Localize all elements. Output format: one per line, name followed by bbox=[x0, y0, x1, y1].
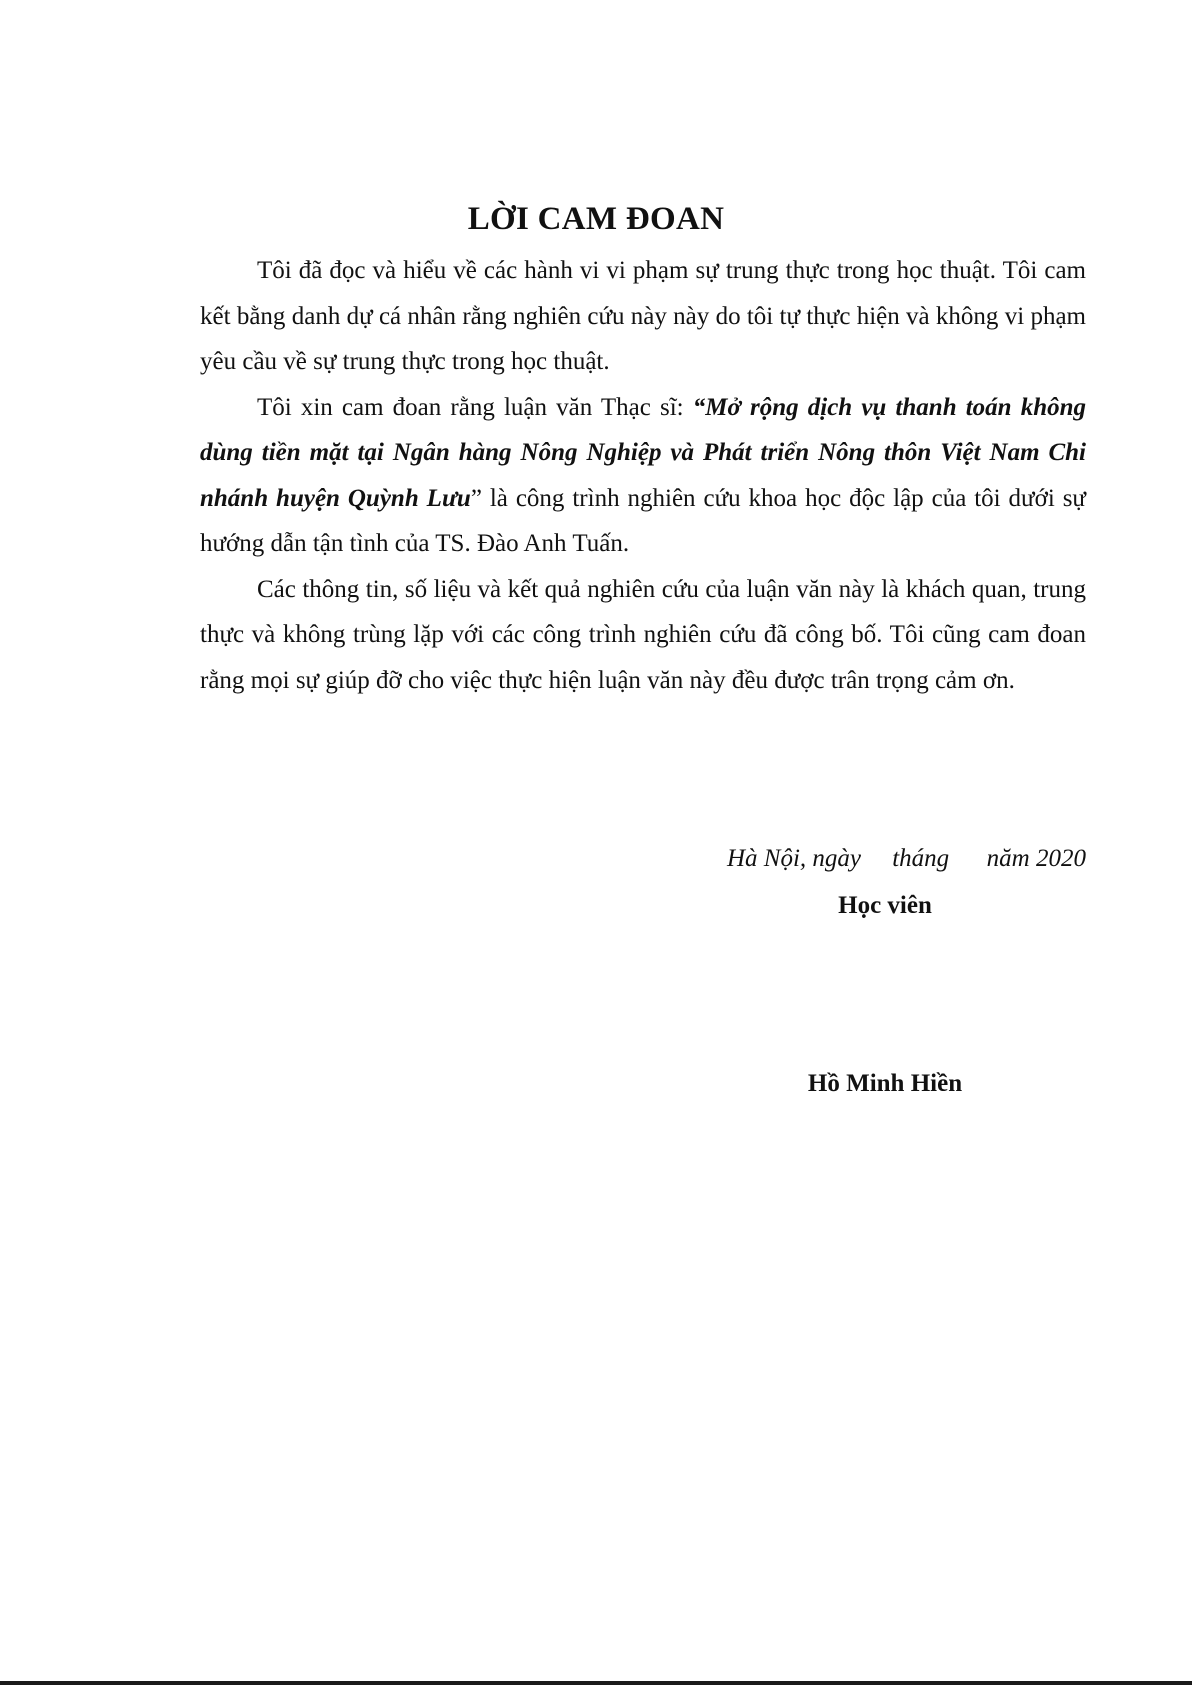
paragraph-2 bbox=[200, 385, 1086, 567]
paragraph-1: Tôi đã đọc và hiểu về các hành vi vi phạm sự trung thực trong học thuật. Tôi cam kết bằng danh dự cá nhân rằng nghiên cứu này này do tôi tự thực hiện và không vi phạm yêu cầu về sự trung thực trong học thuật. bbox=[200, 257, 1086, 375]
page-title: LỜI CAM ĐOAN bbox=[467, 201, 725, 237]
paragraph-2-suffix: ” là công trình nghiên cứu khoa học độc lập của tôi dưới sự hướng dẫn tận tình của TS. Đào Anh Tuấn. bbox=[200, 484, 1086, 557]
signer-role: Học viên bbox=[838, 892, 932, 919]
paragraph-2-prefix: Tôi xin cam đoan rằng luận văn Thạc sĩ: bbox=[257, 393, 693, 421]
place-date-line: Hà Nội, ngày tháng năm 2020 bbox=[726, 845, 1086, 872]
thesis-title: “Mở rộng dịch vụ thanh toán không dùng tiền mặt tại Ngân hàng Nông Nghiệp và Phát triển Nông thôn Việt Nam Chi nhánh huyện Quỳnh Lưu bbox=[200, 393, 1087, 512]
signer-name: Hồ Minh Hiền bbox=[807, 1070, 963, 1097]
bottom-edge-divider bbox=[0, 1681, 1192, 1685]
declaration-body bbox=[200, 248, 1086, 703]
paragraph-3: Các thông tin, số liệu và kết quả nghiên cứu của luận văn này là khách quan, trung thực và không trùng lặp với các công trình nghiên cứu đã công bố. Tôi cũng cam đoan rằng mọi sự giúp đỡ cho việc thực hiện luận văn này đều được trân trọng cảm ơn. bbox=[200, 575, 1086, 694]
